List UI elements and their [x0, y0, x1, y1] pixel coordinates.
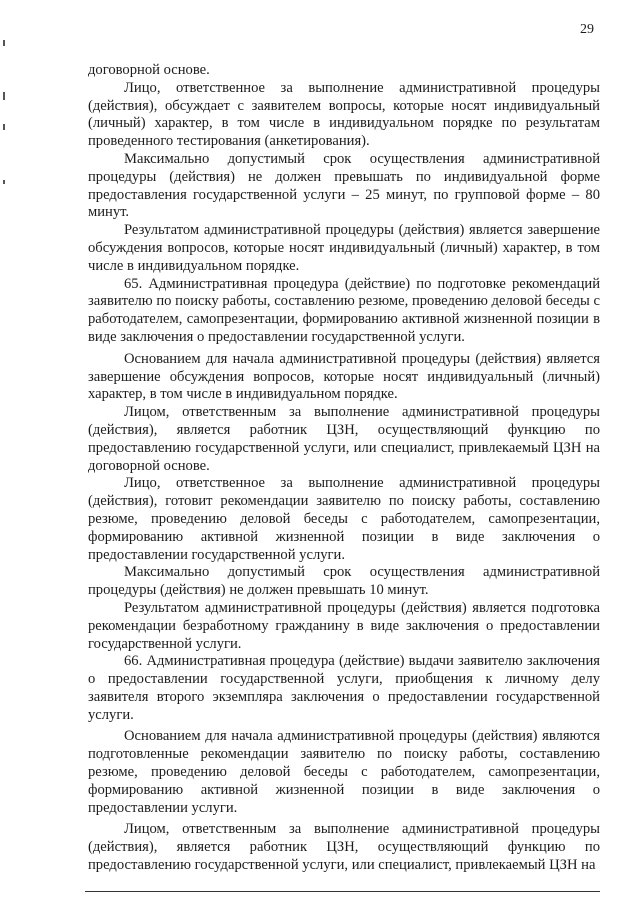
paragraph: Лицом, ответственным за выполнение административной процедуры (действия), является работник ЦЗН, осуществляющий функцию по предоставлению государственной услуги, или специалист, привлекаемый ЦЗН на: [88, 821, 600, 874]
paragraph: Лицо, ответственное за выполнение административной процедуры (действия), обсуждает с заявителем вопросы, которые носят индивидуальный (личный) характер, в том числе в индивидуальном порядке по результатам проведенного тестирования (анкетирования).: [88, 79, 600, 150]
paragraph: Основанием для начала административной процедуры (действия) является завершение обсуждения вопросов, которые носят индивидуальный (личный) характер, в том числе в индивидуальном порядке.: [88, 350, 600, 403]
paragraph: Результатом административной процедуры (действия) является подготовка рекомендации безработному гражданину в виде заключения о предоставлении государственной услуги.: [88, 599, 600, 652]
page-bottom-rule: [85, 891, 600, 892]
paragraph: Лицом, ответственным за выполнение административной процедуры (действия), является работник ЦЗН, осуществляющий функцию по предоставлению государственной услуги, или специалист, привлекаемый ЦЗН на договорной основе.: [88, 404, 600, 474]
document-body: [88, 62, 600, 875]
paragraph: 65. Административная процедура (действие) по подготовке рекомендаций заявителю по поиску работы, составлению резюме, проведению деловой беседы с работодателем, самопрезентации, формированию активной жизненной позиции в виде заключения о предоставлении государственной услуги.: [88, 275, 600, 345]
scan-edge-mark: [3, 180, 5, 184]
paragraph: договорной основе.: [88, 62, 210, 78]
scan-edge-mark: [3, 40, 5, 46]
paragraph: Максимально допустимый срок осуществления административной процедуры (действия) не должен превышать 10 минут.: [88, 564, 600, 599]
paragraph: Основанием для начала административной процедуры (действия) являются подготовленные рекомендации заявителю по поиску работы, составлению резюме, проведению деловой беседы с работодателем, самопрезентации, формированию активной жизненной позиции в виде заключения о предоставлении услуги.: [88, 728, 600, 816]
page-number: 29: [580, 22, 594, 37]
paragraph: Лицо, ответственное за выполнение административной процедуры (действия), готовит рекомендации заявителю по поиску работы, составлению резюме, проведению деловой беседы с работодателем, самопрезентации, формированию активной жизненной позиции в виде заключения о предоставлении государственной услуги.: [88, 475, 600, 563]
scan-edge-mark: [3, 124, 5, 130]
scan-edge-mark: [3, 92, 5, 100]
paragraph: Результатом административной процедуры (действия) является завершение обсуждения вопросов, которые носят индивидуальный (личный) характер, в том числе в индивидуальном порядке.: [88, 222, 600, 274]
paragraph: 66. Административная процедура (действие) выдачи заявителю заключения о предоставлении государственной услуги, приобщения к личному делу заявителя второго экземпляра заключения о предоставлении государственной услуги.: [88, 653, 600, 723]
paragraph: Максимально допустимый срок осуществления административной процедуры (действия) не должен превышать по индивидуальной форме предоставления государственной услуги – 25 минут, по групповой форме – 80 минут.: [88, 150, 600, 221]
